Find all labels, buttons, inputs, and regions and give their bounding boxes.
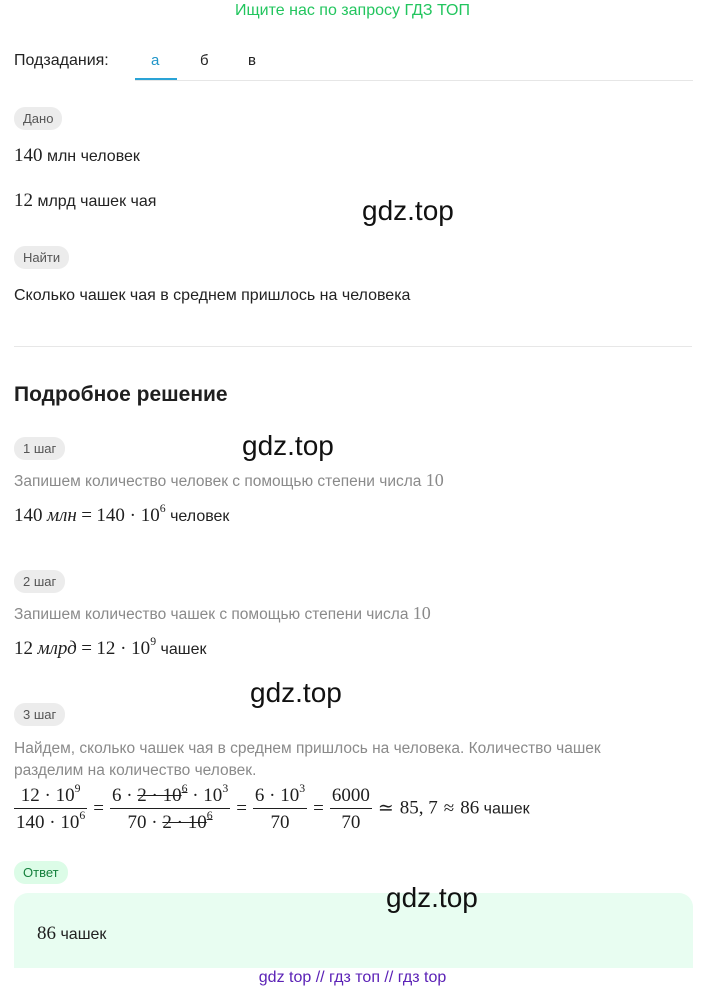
rounded-value: 86 xyxy=(460,797,480,819)
step-2-formula-word: чашек xyxy=(160,641,207,658)
step-2-description-text: Запишем количество чашек с помощью степени числа xyxy=(14,606,409,623)
tab-a[interactable]: а xyxy=(151,52,160,69)
cancelled-term-denominator: $2 \cdot 10^6$ xyxy=(162,809,213,833)
step-2-formula-value: 12 xyxy=(14,638,33,659)
step-2-formula xyxy=(14,635,207,660)
given-line-1-text: млн человек xyxy=(46,148,140,165)
given-line-2-number: 12 xyxy=(14,190,33,211)
result-word: чашек xyxy=(483,800,530,818)
step-2-chip: 2 шаг xyxy=(14,570,65,593)
watermark: gdz.top xyxy=(250,677,342,708)
active-tab-indicator xyxy=(135,78,177,80)
watermark: gdz.top xyxy=(386,882,478,913)
equals-sign: = xyxy=(313,797,324,819)
subtasks-label: Подзадания: xyxy=(14,52,109,69)
find-text: Сколько чашек чая в среднем пришлось на человека xyxy=(14,287,411,304)
answer-word: чашек xyxy=(60,926,107,943)
answer-box xyxy=(14,893,693,968)
step-2-formula-unit: млрд xyxy=(37,638,77,659)
step-3-chip: 3 шаг xyxy=(14,703,65,726)
step-1-formula xyxy=(14,502,230,527)
watermark: gdz.top xyxy=(242,430,334,461)
watermark: gdz.top xyxy=(362,195,454,226)
fraction-3: $\frac{6 \cdot 10^3}{70}$ xyxy=(254,782,306,833)
equals-sign: = xyxy=(236,797,247,819)
fraction-1: $\frac{12 \cdot 10^9}{140 \cdot 10^6}$ xyxy=(16,782,86,833)
answer-chip: Ответ xyxy=(14,861,68,884)
step-1-description xyxy=(14,470,444,491)
fraction-4: $\frac{6000}{70}$ xyxy=(331,785,370,833)
step-3-formula xyxy=(14,782,530,834)
answer-text xyxy=(37,923,106,945)
step-1-description-text: Запишем количество человек с помощью степени числа xyxy=(14,473,422,490)
step-3-description-line-2: разделим на количество человек. xyxy=(14,762,257,779)
step-2-description-number: 10 xyxy=(412,603,431,623)
solution-heading: Подробное решение xyxy=(14,383,228,406)
step-1-formula-unit: млн xyxy=(46,505,77,526)
step-1-formula-word: человек xyxy=(170,508,230,525)
approx-sign: ≃ xyxy=(377,797,394,819)
given-line-1 xyxy=(14,145,140,167)
approx-value: 85, 7 xyxy=(399,797,438,819)
given-line-2-text: млрд чашек чая xyxy=(37,193,157,210)
given-line-2 xyxy=(14,190,156,212)
step-1-chip: 1 шаг xyxy=(14,437,65,460)
fraction-2: $\frac{6 \cdot 2 \cdot 10^6 \cdot 10^3}{70 \cdot 2 \cdot 10^6}$ xyxy=(111,782,229,833)
footer-links[interactable]: gdz top // гдз топ // гдз top xyxy=(258,969,447,986)
section-divider xyxy=(14,346,692,347)
step-1-formula-equals: = xyxy=(81,505,92,526)
find-chip: Найти xyxy=(14,246,69,269)
step-3-description-line-1: Найдем, сколько чашек чая в среднем пришлось на человека. Количество чашек xyxy=(14,740,601,757)
tab-v[interactable]: в xyxy=(248,52,256,69)
step-2-formula-power: $12 \cdot 10^9$ xyxy=(96,635,157,659)
promo-banner: Ищите нас по запросу ГДЗ ТОП xyxy=(235,2,470,19)
approx-sign: ≈ xyxy=(443,797,455,819)
answer-number: 86 xyxy=(37,923,56,944)
step-3-description xyxy=(14,738,601,782)
step-2-formula-equals: = xyxy=(81,638,92,659)
cancelled-term-numerator: $2 \cdot 10^6$ xyxy=(137,782,188,806)
given-chip: Дано xyxy=(14,107,62,130)
step-1-description-number: 10 xyxy=(425,470,444,490)
equals-sign: = xyxy=(93,797,104,819)
step-1-formula-power: $140 \cdot 10^6$ xyxy=(96,502,166,526)
step-1-formula-value: 140 xyxy=(14,505,43,526)
tab-b[interactable]: б xyxy=(200,52,209,69)
tabs-divider xyxy=(135,80,693,81)
step-2-description xyxy=(14,603,431,624)
given-line-1-number: 140 xyxy=(14,145,43,166)
